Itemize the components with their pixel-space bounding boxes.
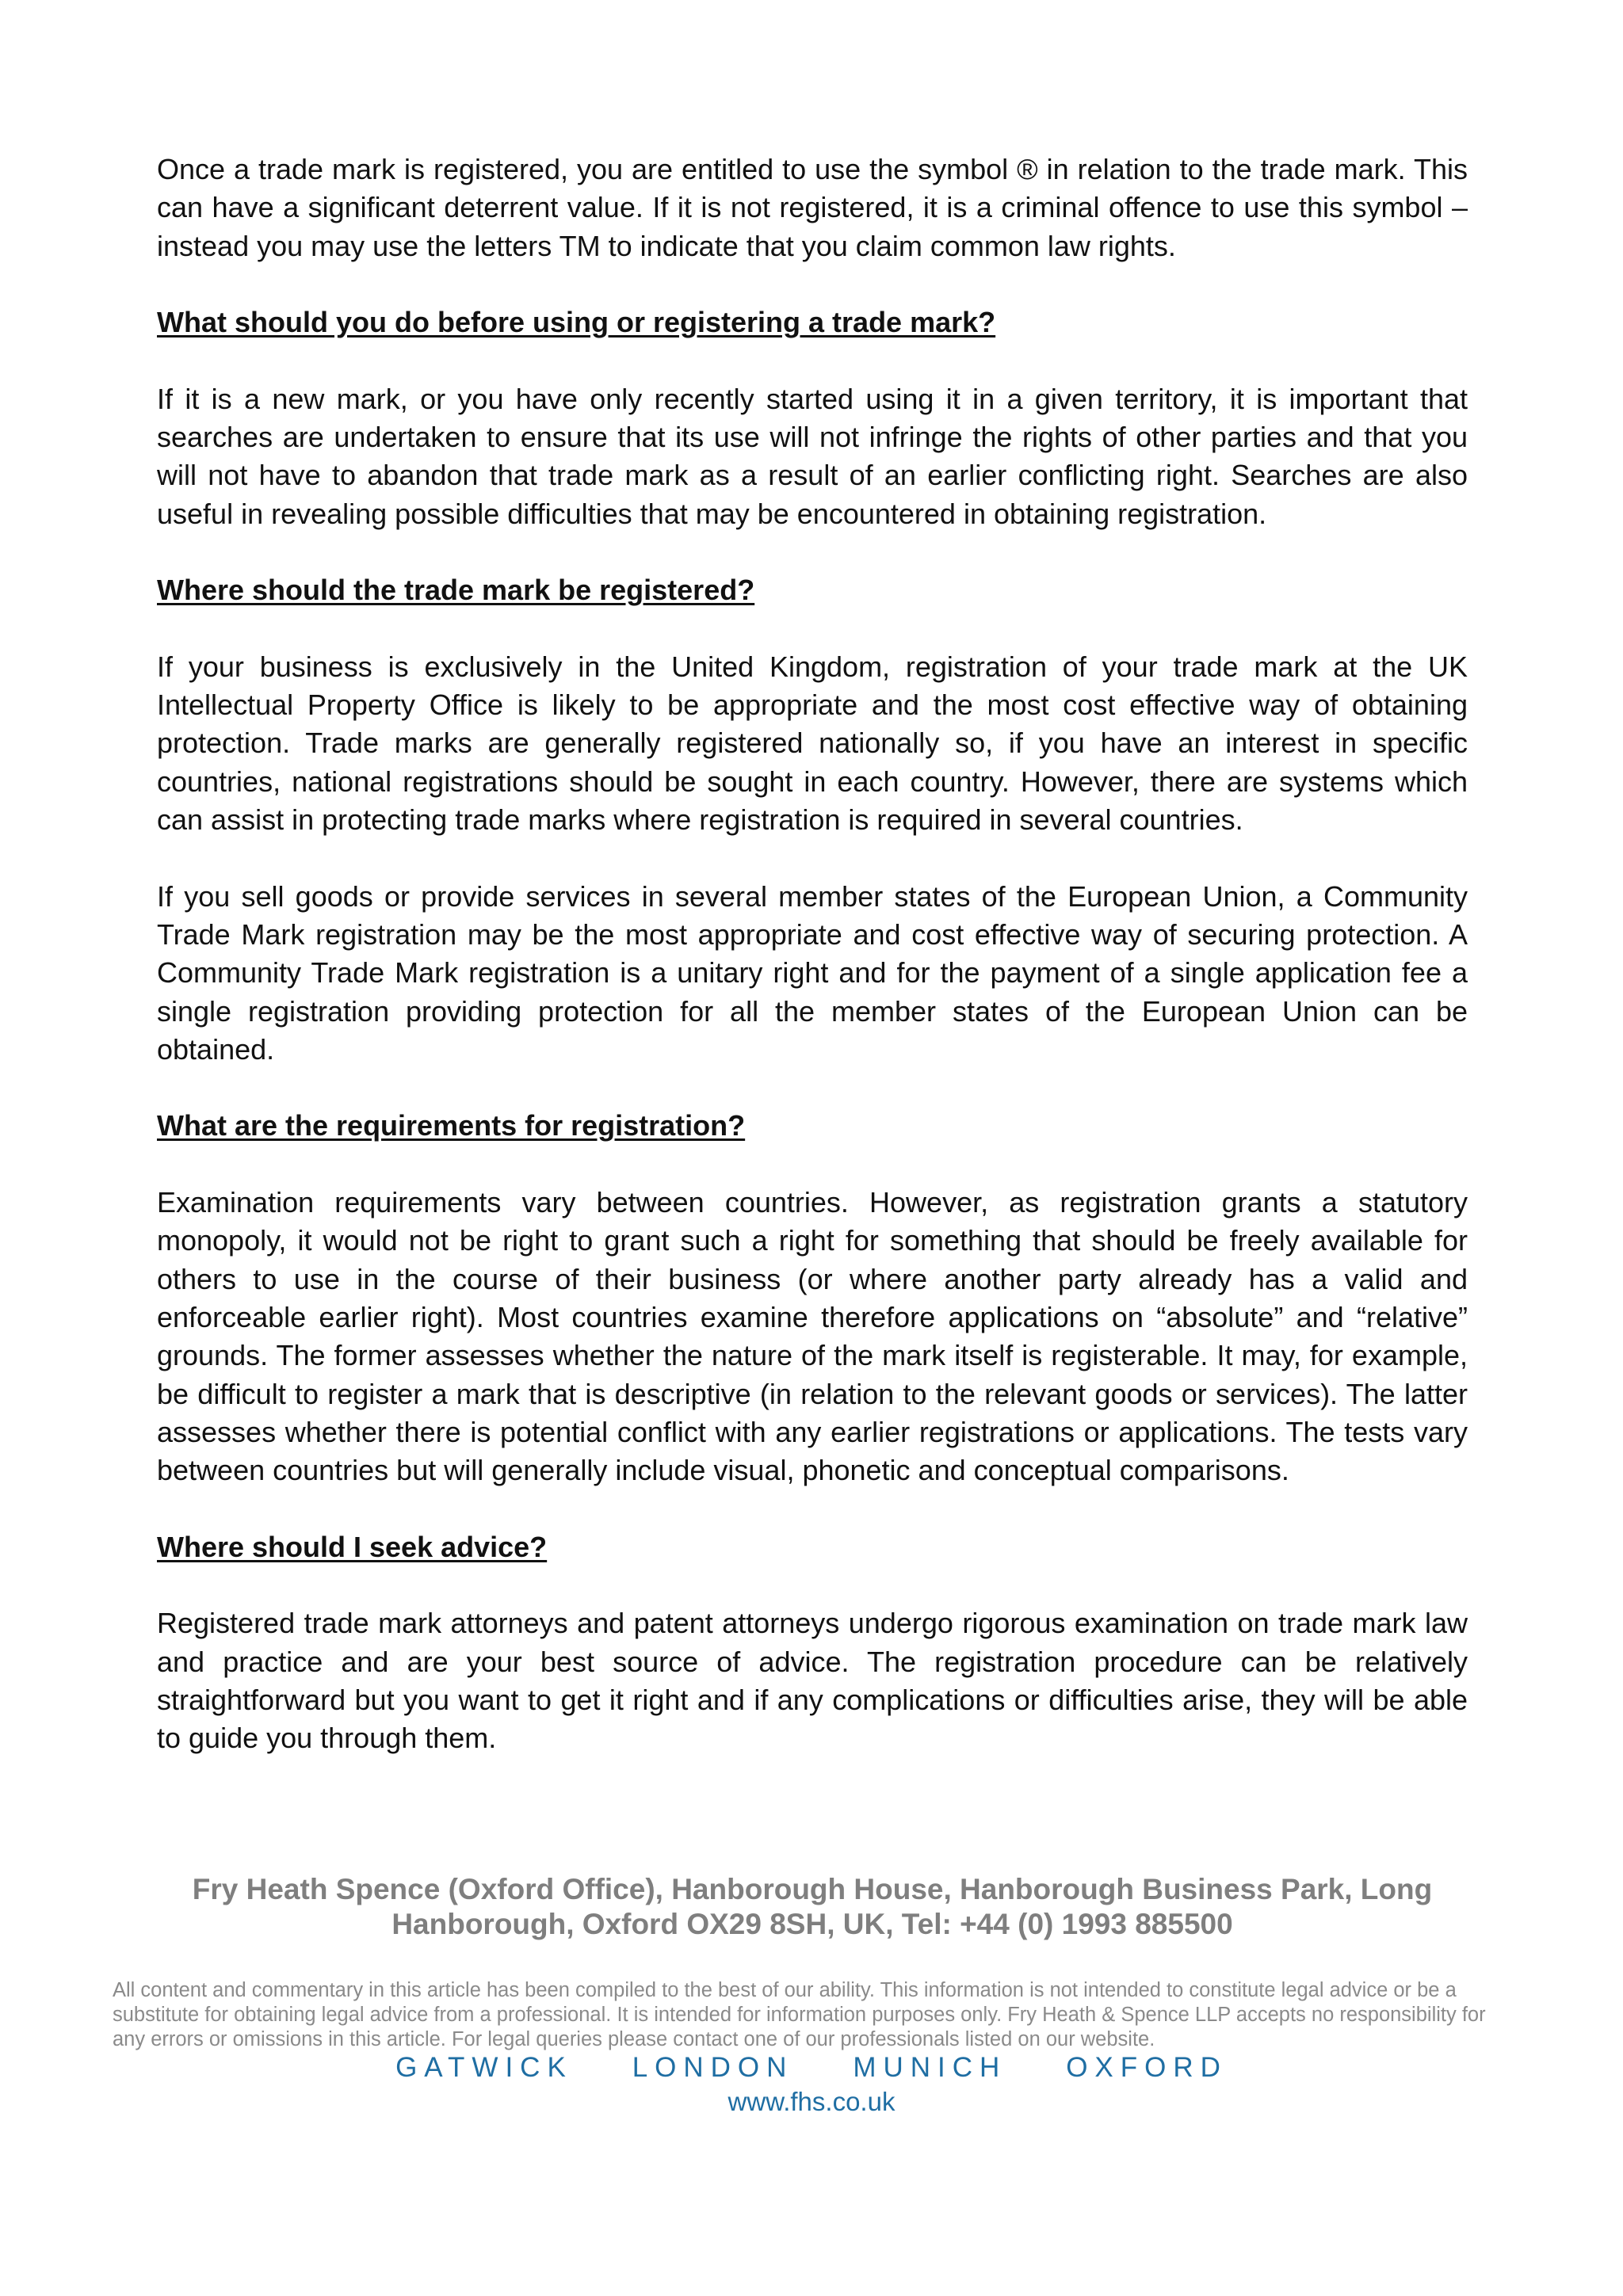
website-link[interactable]: www.fhs.co.uk — [727, 2087, 896, 2116]
office-locations: GATWICK LONDON MUNICH OXFORD — [395, 2052, 1228, 2083]
legal-disclaimer: All content and commentary in this article has been compiled to the best of our ability. This information is not intended to constitute legal advice or be a substitute for obtaining legal advice from a professional. It is intended for information purposes only. Fry Heath & Spence LLP accepts no responsibility for any errors or omissions in this article. For legal queries please contact one of our professionals listed on our website. — [113, 1979, 1486, 2050]
article-body — [157, 151, 1468, 1796]
heading-where-registered: Where should the trade mark be registered? — [157, 574, 755, 607]
heading-seek-advice: Where should I seek advice? — [157, 1530, 548, 1563]
paragraph-registered-symbol: Once a trade mark is registered, you are entitled to use the symbol ® in relation to the trade mark. This can have a significant deterrent value. If it is not registered, it is a criminal offence to use this symbol – instead you may use the letters TM to indicate that you claim common law rights. — [157, 153, 1468, 262]
paragraph-searches: If it is a new mark, or you have only recently started using it in a given territory, it is important that searches are undertaken to ensure that its use will not infringe the rights of other parties and that you will not have to abandon that trade mark as a result of an earlier conflicting right. Searches are also useful in revealing possible difficulties that may be encountered in obtaining registration. — [157, 382, 1468, 530]
heading-requirements: What are the requirements for registration? — [157, 1109, 746, 1142]
heading-before-using: What should you do before using or registering a trade mark? — [157, 306, 996, 339]
paragraph-uk-registration: If your business is exclusively in the United Kingdom, registration of your trade mark at the UK Intellectual Property Office is likely to be appropriate and the most cost effective way of obtaining protection. Trade marks are generally registered nationally so, if you have an interest in specific countries, national registrations should be sought in each country. However, there are systems which can assist in protecting trade marks where registration is required in several countries. — [157, 650, 1468, 837]
paragraph-attorneys: Registered trade mark attorneys and patent attorneys undergo rigorous examination on trade mark law and practice and are your best source of advice. The registration procedure can be relatively straightforward but you want to get it right and if any complications or difficulties arise, they will be able to guide you through them. — [157, 1607, 1468, 1755]
paragraph-examination: Examination requirements vary between countries. However, as registration grants a statutory monopoly, it would not be right to grant such a right for something that should be freely available for others to use in the course of their business (or where another party already has a valid and enforceable earlier right). Most countries examine therefore applications on “absolute” and “relative” grounds. The former assesses whether the nature of the mark itself is registerable. It may, for example, be difficult to register a mark that is descriptive (in relation to the relevant goods or services). The latter assesses whether there is potential conflict with any earlier registrations or applications. The tests vary between countries but will generally include visual, phonetic and conceptual comparisons. — [157, 1186, 1468, 1487]
office-address: Fry Heath Spence (Oxford Office), Hanborough House, Hanborough Business Park, Long Hanborough, Oxford OX29 8SH, UK, Tel: +44 (0) 1993 885500 — [192, 1873, 1433, 1940]
paragraph-community-trade-mark: If you sell goods or provide services in several member states of the European Union, a Community Trade Mark registration may be the most appropriate and cost effective way of securing protection. A Community Trade Mark registration is a unitary right and for the payment of a single application fee a single registration providing protection for all the member states of the European Union can be obtained. — [157, 879, 1468, 1066]
